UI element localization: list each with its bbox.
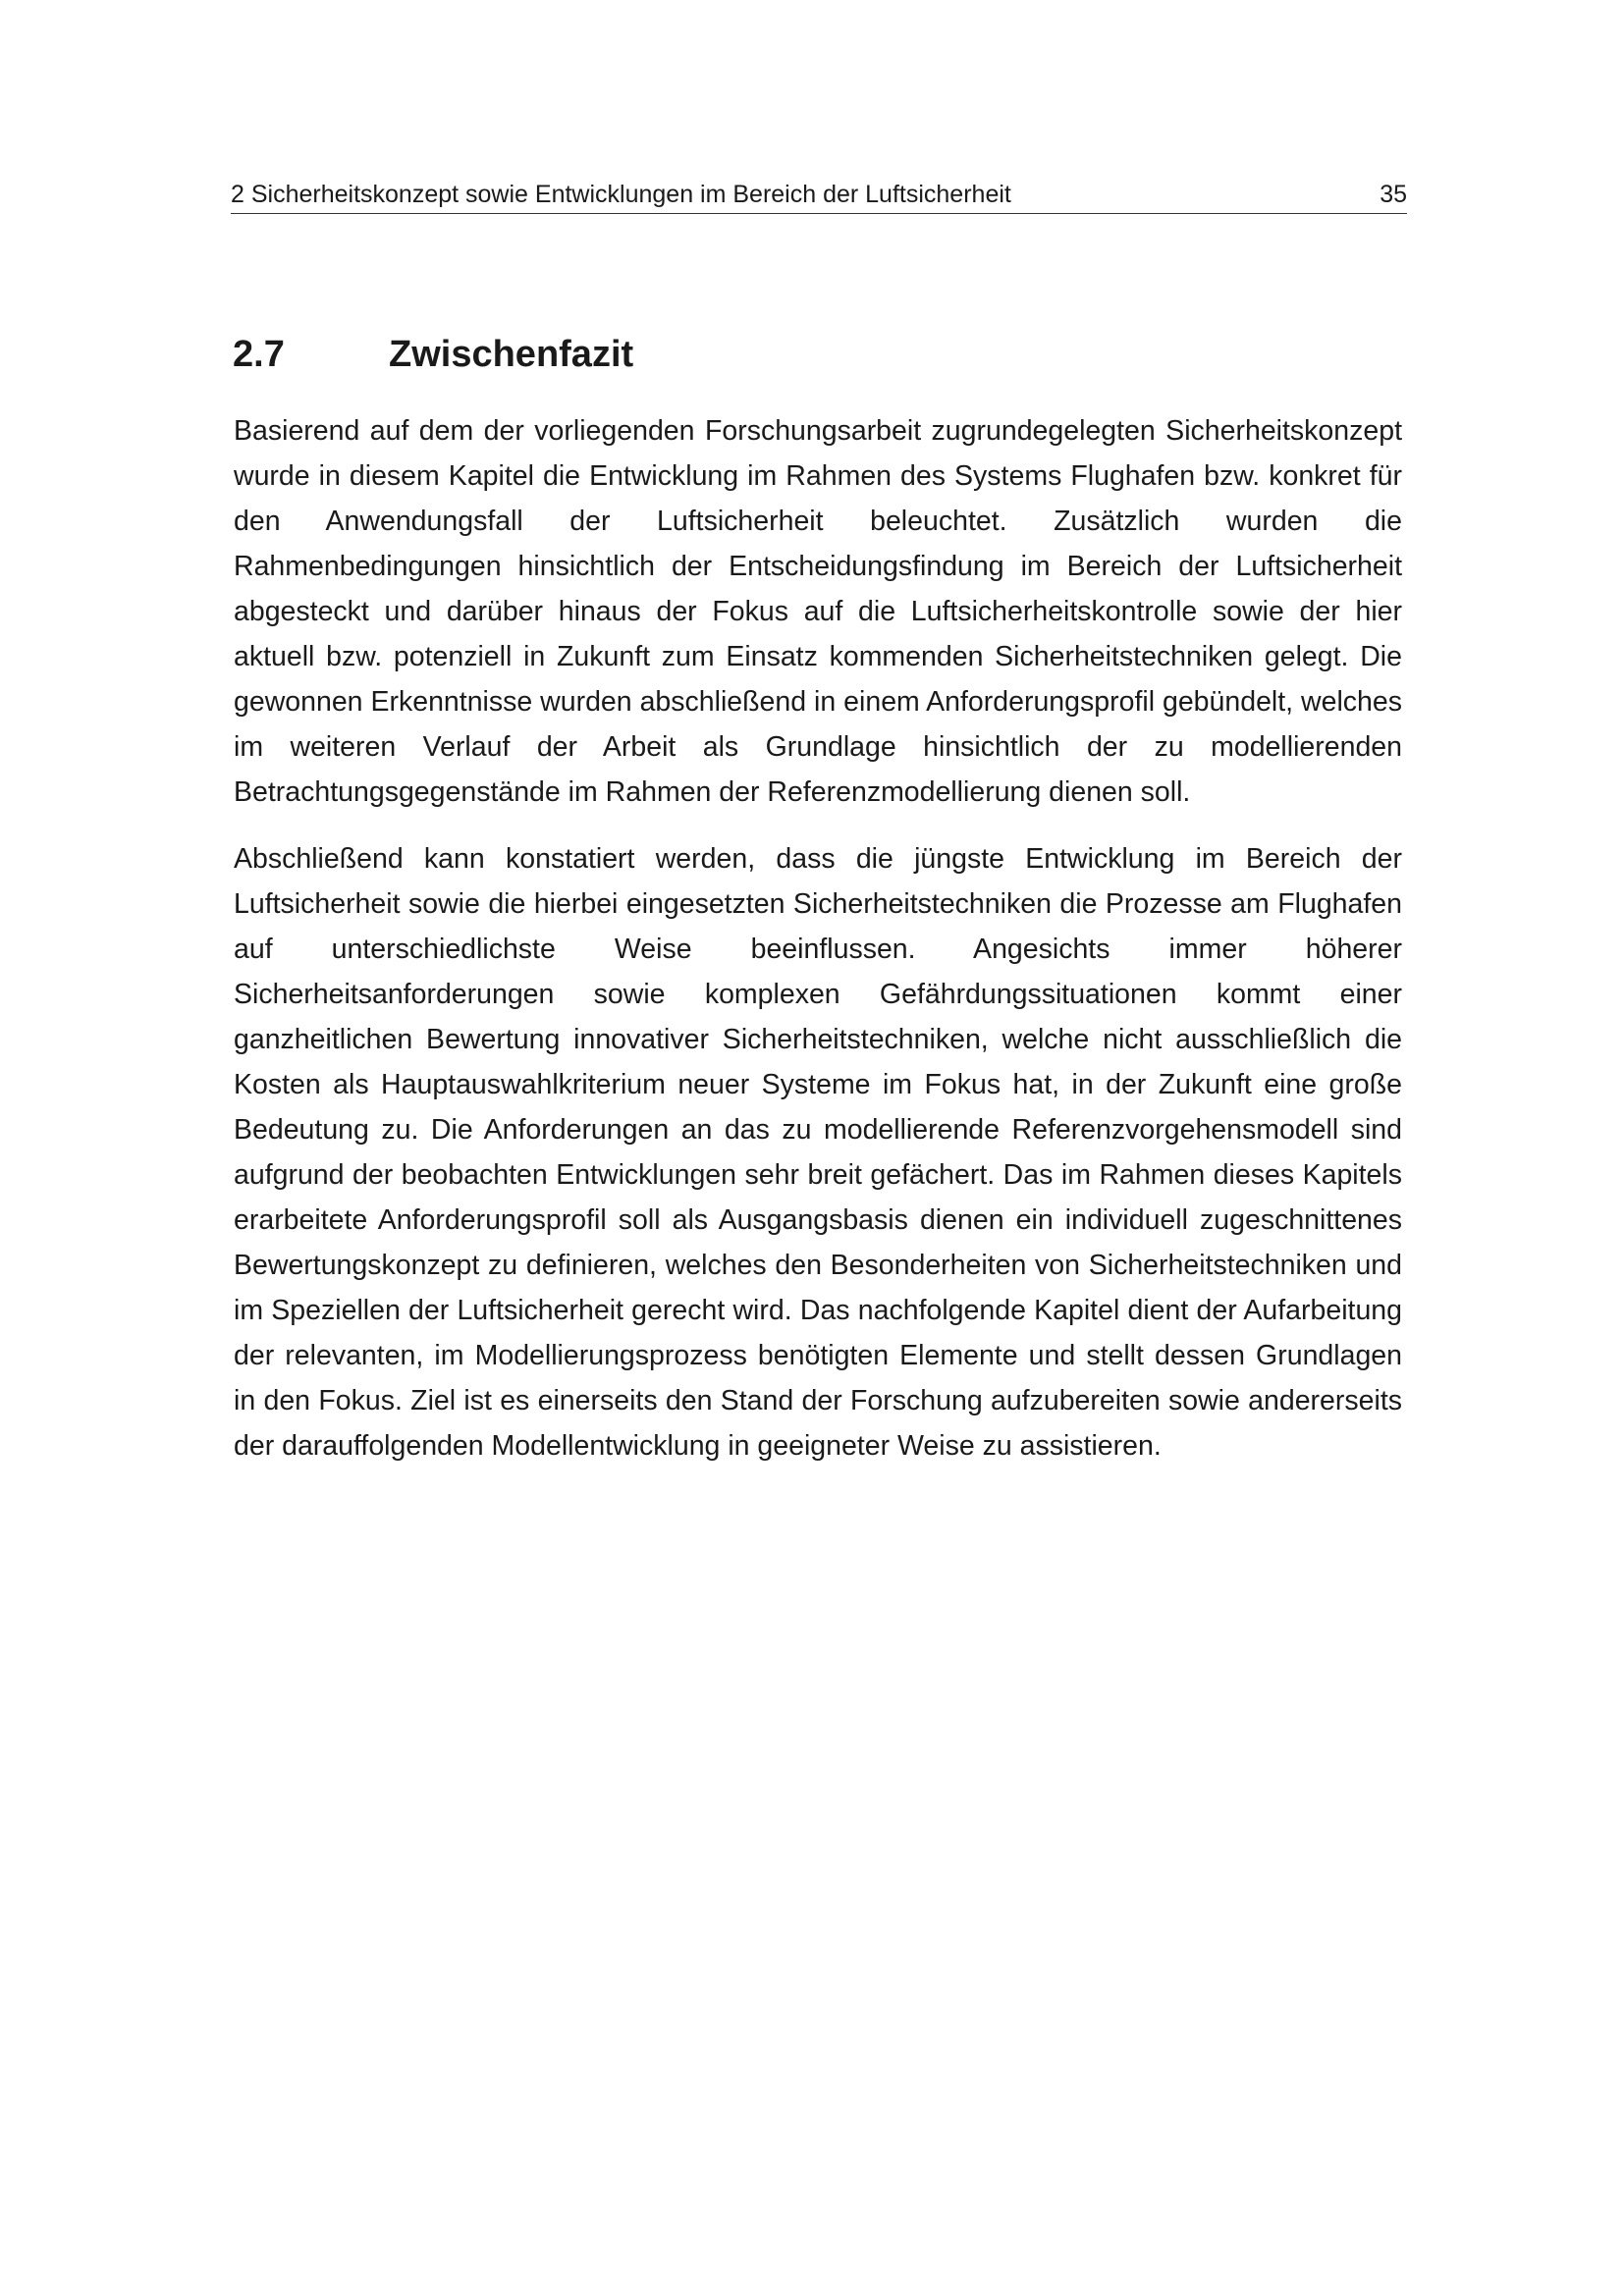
paragraph: Abschließend kann konstatiert werden, dass die jüngste Entwicklung im Bereich der Luftsicherheit sowie die hierbei eingesetzten Sicherheitstechniken die Prozesse am Flughafen auf unterschiedlichste Weise beeinflussen. Angesichts immer höherer Sicherheitsanforderungen sowie komplexen Gefährdungssituationen kommt einer ganzheitlichen Bewertung innovativer Sicherheitstechniken, welche nicht ausschließlich die Kosten als Hauptauswahlkriterium neuer Systeme im Fokus hat, in der Zukunft eine große Bedeutung zu. Die Anforderungen an das zu modellierende Referenzvorgehensmodell sind aufgrund der beobachten Entwicklungen sehr breit gefächert. Das im Rahmen dieses Kapitels erarbeitete Anforderungsprofil soll als Ausgangsbasis dienen ein individuell zugeschnittenes Bewertungskonzept zu definieren, welches den Besonderheiten von Sicherheitstechniken und im Speziellen der Luftsicherheit gerecht wird. Das nachfolgende Kapitel dient der Aufarbeitung der relevanten, im Modellierungsprozess benötigten Elemente und stellt dessen Grundlagen in den Fokus. Ziel ist es einerseits den Stand der Forschung aufzubereiten sowie andererseits der darauffolgenden Modellentwicklung in geeigneter Weise zu assistieren. [234, 843, 1402, 1462]
page-number: 35 [1380, 181, 1407, 208]
chapter-title: 2 Sicherheitskonzept sowie Entwicklungen im Bereich der Luftsicherheit [231, 181, 1011, 208]
paragraph: Basierend auf dem der vorliegenden Forschungsarbeit zugrundegelegten Sicherheitskonzept wurde in diesem Kapitel die Entwicklung im Rahmen des Systems Flughafen bzw. konkret für den Anwendungsfall der Luftsicherheit beleuchtet. Zusätzlich wurden die Rahmenbedingungen hinsichtlich der Entscheidungsfindung im Bereich der Luftsicherheit abgesteckt und darüber hinaus der Fokus auf die Luftsicherheitskontrolle sowie der hier aktuell bzw. potenziell in Zukunft zum Einsatz kommenden Sicherheitstechniken gelegt. Die gewonnen Erkenntnisse wurden abschließend in einem Anforderungsprofil gebündelt, welches im weiteren Verlauf der Arbeit als Grundlage hinsichtlich der zu modellierenden Betrachtungsgegenstände im Rahmen der Referenzmodellierung dienen soll. [234, 415, 1402, 808]
body-text [234, 408, 1402, 1490]
section-title: Zwischenfazit [389, 334, 634, 375]
section-heading [233, 330, 633, 379]
section-number: 2.7 [233, 334, 285, 375]
running-header [231, 177, 1407, 214]
